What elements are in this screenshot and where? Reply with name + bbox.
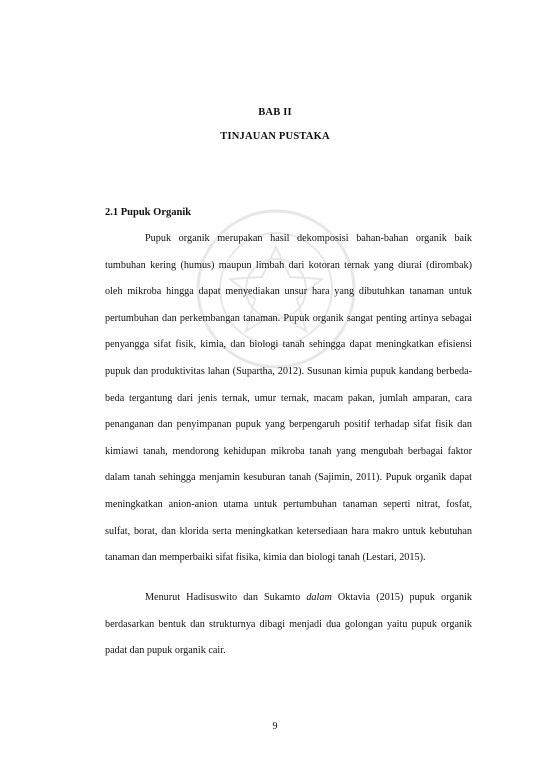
paragraph-indent [105, 233, 145, 244]
paragraph-indent [105, 592, 145, 603]
paragraph-2-italic-word: dalam [306, 592, 332, 603]
paragraph-2-text-end: Oktavia (2015) pupuk organik berdasarkan bentuk dan strukturnya dibagi menjadi dua golongan yaitu pupuk organik padat dan pupuk organik cair. [105, 592, 472, 657]
page-number: 9 [272, 721, 278, 732]
paragraph-2-text-start: Menurut Hadisuswito dan Sukamto [145, 592, 307, 603]
paragraph-2 [105, 585, 472, 665]
paragraph-1 [105, 226, 472, 572]
chapter-title: TINJAUAN PUSTAKA [220, 131, 330, 142]
paragraph-1-text: Pupuk organik merupakan hasil dekomposisi bahan-bahan organik baik tumbuhan kering (humus) maupun limbah dari kotoran ternak yang diurai (dirombak) oleh mikroba hingga dapat menyediakan unsur hara yang dibutuhkan tanaman untuk pertumbuhan dan perkembangan tanaman. Pupuk organik sangat penting artinya sebagai penyangga sifat fisik, kimia, dan biologi tanah sehingga dapat meningkatkan efisiensi pupuk dan produktivitas lahan (Supartha, 2012). Susunan kimia pupuk kandang berbeda-beda tergantung dari jenis ternak, umur ternak, macam pakan, jumlah amparan, cara penanganan dan penyimpanan pupuk yang berpengaruh positif terhadap sifat fisik dan kimiawi tanah, mendorong kehidupan mikroba tanah yang mengubah berbagai faktor dalam tanah sehingga menjamin kesuburan tanah (Sajimin, 2011). Pupuk organik dapat meningkatkan anion-anion utama untuk pertumbuhan tanaman seperti nitrat, fosfat, sulfat, borat, dan klorida serta meningkatkan ketersediaan hara makro untuk kebutuhan tanaman dan memperbaiki sifat fisika, kimia dan biologi tanah (Lestari, 2015). [105, 233, 472, 564]
chapter-number: BAB II [258, 107, 292, 118]
section-heading: 2.1 Pupuk Organik [105, 207, 192, 218]
